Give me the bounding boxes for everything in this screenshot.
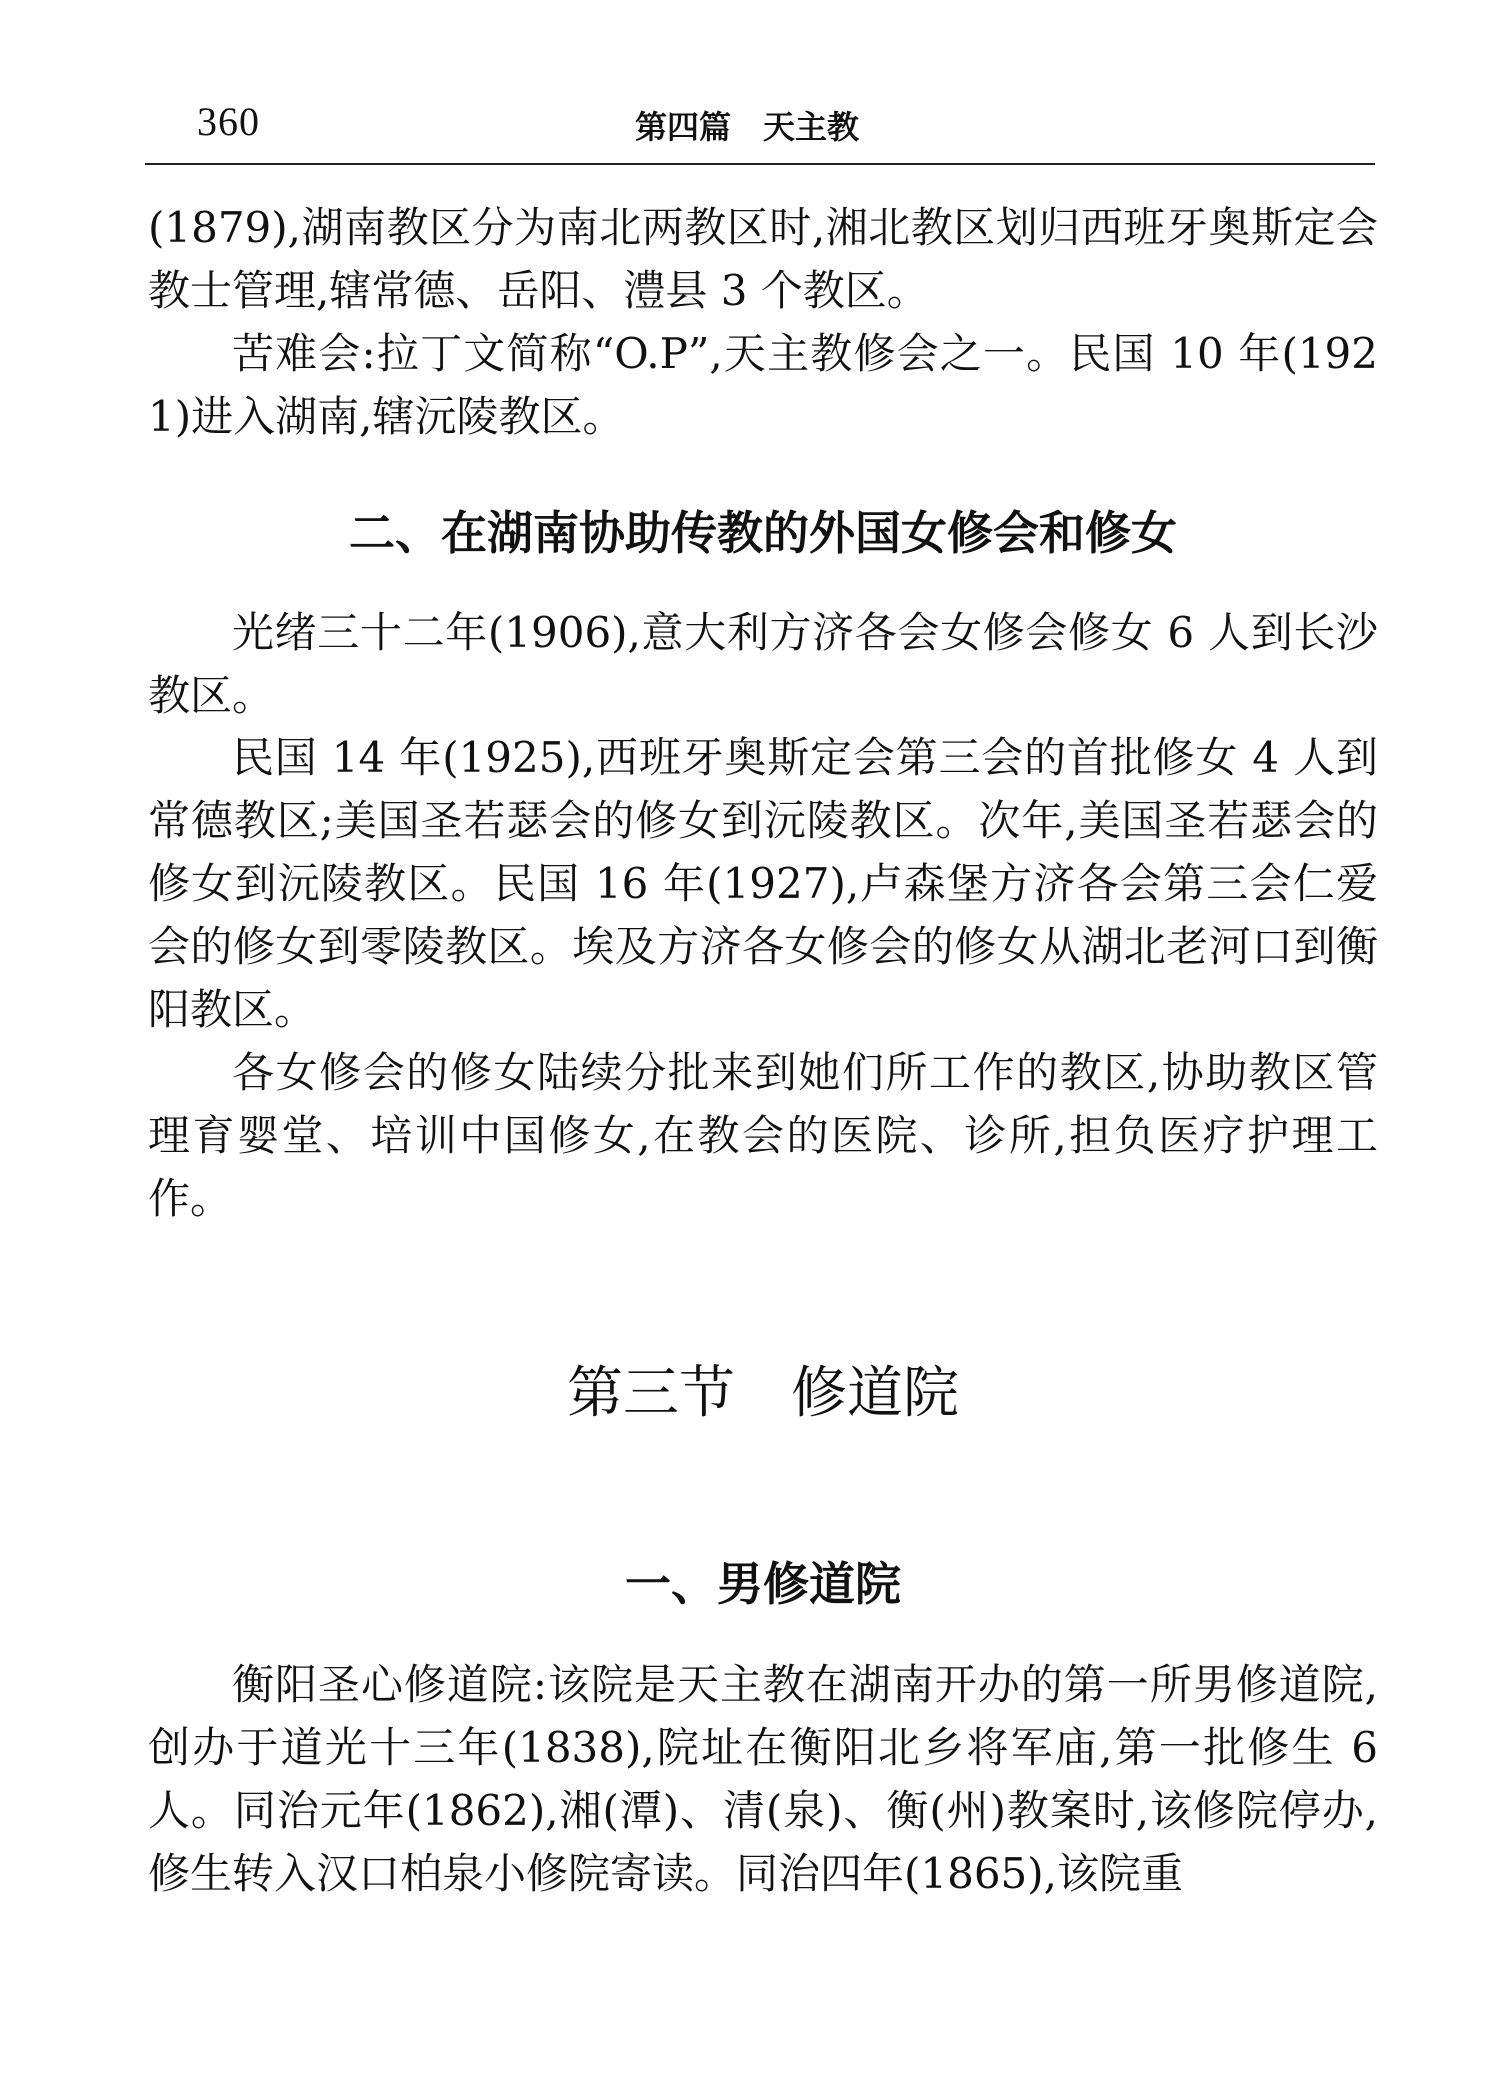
running-head: 第四篇 天主教 [635,108,860,146]
paragraph-guangxu: 光绪三十二年(1906),意大利方济各会女修会修女 6 人到长沙教区。 [148,608,1378,720]
chapter-heading-monasteries: 第三节 修道院 [567,1361,959,1426]
page-number: 360 [197,99,260,144]
paragraph-minguo: 民国 14 年(1925),西班牙奥斯定会第三会的首批修女 4 人到常德教区;美国圣若瑟会的修女到沅陵教区。次年,美国圣若瑟会的修女到沅陵教区。民国 16 年(1927),卢森堡方济各会第三会仁爱会的修女到零陵教区。埃及方济各女修会的修女从湖北老河口到衡阳教区。 [148,733,1378,1034]
header-rule [145,163,1375,165]
section-heading-foreign-sisters: 二、在湖南协助传教的外国女修会和修女 [349,506,1177,560]
paragraph-continuation: (1879),湖南教区分为南北两教区时,湘北教区划归西班牙奥斯定会教士管理,辖常德、岳阳、澧县 3 个教区。 [148,203,1378,315]
paragraph-hengyang-seminary: 衡阳圣心修道院:该院是天主教在湖南开办的第一所男修道院,创办于道光十三年(1838),院址在衡阳北乡将军庙,第一批修生 6 人。同治元年(1862),湘(潭)、清(泉)、衡(州)教案时,该修院停办,修生转入汉口柏泉小修院寄读。同治四年(1865),该院重 [148,1660,1378,1898]
section-heading-male-seminary: 一、男修道院 [625,1557,901,1611]
paragraph-passion-order: 苦难会:拉丁文简称“O.P”,天主教修会之一。民国 10 年(1921)进入湖南,辖沅陵教区。 [148,329,1378,441]
paragraph-sisters-work: 各女修会的修女陆续分批来到她们所工作的教区,协助教区管理育婴堂、培训中国修女,在教会的医院、诊所,担负医疗护理工作。 [148,1048,1378,1223]
page-header [145,92,1375,156]
